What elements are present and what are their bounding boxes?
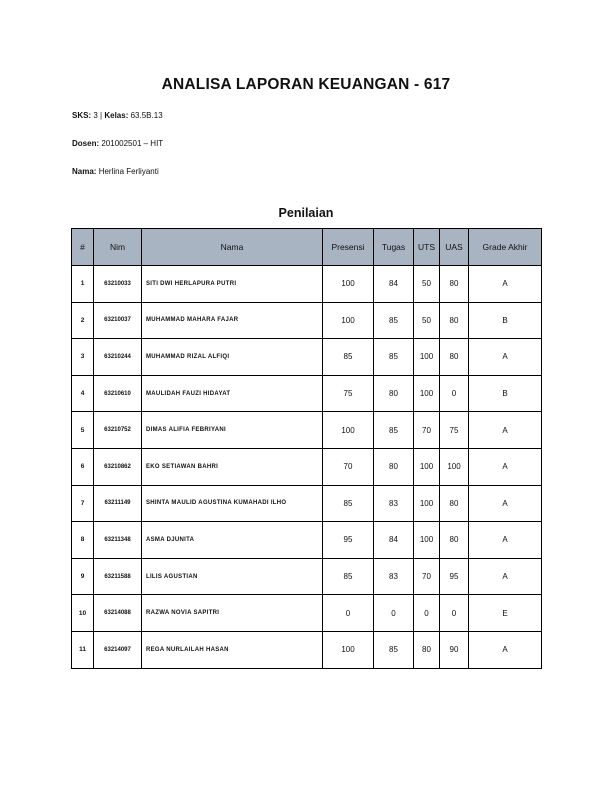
cell-no: 7 xyxy=(72,485,94,522)
header-tugas: Tugas xyxy=(374,229,414,266)
cell-tugas: 84 xyxy=(374,522,414,559)
cell-tugas: 84 xyxy=(374,266,414,303)
cell-uas: 0 xyxy=(440,595,469,632)
cell-tugas: 85 xyxy=(374,339,414,376)
sks-colon: : xyxy=(88,111,92,120)
cell-uas: 80 xyxy=(440,485,469,522)
cell-grade: A xyxy=(469,448,542,485)
dosen-colon: : xyxy=(96,139,100,148)
cell-presensi: 85 xyxy=(323,558,374,595)
cell-nim: 63210244 xyxy=(94,339,142,376)
cell-nim: 63210610 xyxy=(94,375,142,412)
cell-nim: 63211348 xyxy=(94,522,142,559)
dosen-value: 201002501 – HIT xyxy=(101,139,164,148)
cell-no: 8 xyxy=(72,522,94,559)
cell-tugas: 85 xyxy=(374,631,414,668)
cell-no: 3 xyxy=(72,339,94,376)
cell-nim: 63210862 xyxy=(94,448,142,485)
cell-tugas: 80 xyxy=(374,448,414,485)
table-row xyxy=(72,375,542,412)
cell-uts: 70 xyxy=(414,558,440,595)
sks-kelas-line: SKS: 3 | Kelas: 63.5B.13 xyxy=(72,111,163,120)
cell-nim: 63211149 xyxy=(94,485,142,522)
cell-presensi: 85 xyxy=(323,339,374,376)
header-uts: UTS xyxy=(414,229,440,266)
cell-grade: A xyxy=(469,266,542,303)
cell-uts: 70 xyxy=(414,412,440,449)
cell-tugas: 83 xyxy=(374,558,414,595)
cell-grade: E xyxy=(469,595,542,632)
cell-uas: 90 xyxy=(440,631,469,668)
cell-uts: 50 xyxy=(414,266,440,303)
cell-no: 6 xyxy=(72,448,94,485)
header-grade-akhir: Grade Akhir xyxy=(469,229,542,266)
cell-nama: DIMAS ALIFIA FEBRIYANI xyxy=(142,412,323,449)
table-row xyxy=(72,631,542,668)
cell-uas: 0 xyxy=(440,375,469,412)
cell-no: 4 xyxy=(72,375,94,412)
cell-nama: SITI DWI HERLAPURA PUTRI xyxy=(142,266,323,303)
cell-nama: LILIS AGUSTIAN xyxy=(142,558,323,595)
cell-presensi: 75 xyxy=(323,375,374,412)
header-presensi: Presensi xyxy=(323,229,374,266)
cell-grade: A xyxy=(469,412,542,449)
cell-presensi: 95 xyxy=(323,522,374,559)
cell-no: 2 xyxy=(72,302,94,339)
table-row xyxy=(72,595,542,632)
cell-uts: 100 xyxy=(414,448,440,485)
cell-grade: B xyxy=(469,375,542,412)
table-row xyxy=(72,302,542,339)
kelas-colon: : xyxy=(125,111,129,120)
cell-grade: B xyxy=(469,302,542,339)
nama-value: Herlina Ferliyanti xyxy=(98,167,159,176)
cell-nama: EKO SETIAWAN BAHRI xyxy=(142,448,323,485)
table-header-row xyxy=(72,229,542,266)
cell-uas: 100 xyxy=(440,448,469,485)
cell-no: 9 xyxy=(72,558,94,595)
cell-grade: A xyxy=(469,558,542,595)
cell-tugas: 0 xyxy=(374,595,414,632)
cell-uts: 100 xyxy=(414,339,440,376)
cell-nama: REGA NURLAILAH HASAN xyxy=(142,631,323,668)
table-row xyxy=(72,522,542,559)
cell-tugas: 83 xyxy=(374,485,414,522)
cell-tugas: 85 xyxy=(374,412,414,449)
cell-tugas: 80 xyxy=(374,375,414,412)
cell-nama: MUHAMMAD RIZAL ALFIQI xyxy=(142,339,323,376)
cell-nama: ASMA DJUNITA xyxy=(142,522,323,559)
cell-uas: 80 xyxy=(440,339,469,376)
cell-no: 10 xyxy=(72,595,94,632)
cell-nama: RAZWA NOVIA SAPITRI xyxy=(142,595,323,632)
nama-line xyxy=(72,167,159,176)
cell-presensi: 0 xyxy=(323,595,374,632)
cell-nim: 63210037 xyxy=(94,302,142,339)
kelas-value: 63.5B.13 xyxy=(130,111,163,120)
kelas-label: Kelas xyxy=(104,111,126,120)
table-row xyxy=(72,412,542,449)
cell-grade: A xyxy=(469,522,542,559)
cell-grade: A xyxy=(469,485,542,522)
cell-uts: 100 xyxy=(414,485,440,522)
header-no: # xyxy=(72,229,94,266)
cell-no: 5 xyxy=(72,412,94,449)
cell-grade: A xyxy=(469,631,542,668)
cell-presensi: 100 xyxy=(323,302,374,339)
cell-presensi: 100 xyxy=(323,266,374,303)
grades-table xyxy=(71,228,542,669)
cell-uas: 80 xyxy=(440,266,469,303)
table-row xyxy=(72,448,542,485)
cell-no: 1 xyxy=(72,266,94,303)
document-title: ANALISA LAPORAN KEUANGAN - 617 xyxy=(161,76,451,93)
sks-value: 3 xyxy=(93,111,98,120)
header-nim: Nim xyxy=(94,229,142,266)
header-uas: UAS xyxy=(440,229,469,266)
sks-label: SKS xyxy=(72,111,89,120)
table-row xyxy=(72,266,542,303)
cell-uts: 50 xyxy=(414,302,440,339)
cell-nama: SHINTA MAULID AGUSTINA KUMAHADI ILHO xyxy=(142,485,323,522)
cell-nim: 63214088 xyxy=(94,595,142,632)
cell-nim: 63210033 xyxy=(94,266,142,303)
cell-nim: 63210752 xyxy=(94,412,142,449)
dosen-label: Dosen xyxy=(72,139,97,148)
cell-nim: 63214097 xyxy=(94,631,142,668)
cell-tugas: 85 xyxy=(374,302,414,339)
table-row xyxy=(72,558,542,595)
cell-uas: 80 xyxy=(440,302,469,339)
cell-presensi: 85 xyxy=(323,485,374,522)
cell-nim: 63211588 xyxy=(94,558,142,595)
cell-uts: 80 xyxy=(414,631,440,668)
grades-table-body xyxy=(72,266,542,669)
dosen-line xyxy=(72,139,163,148)
cell-nama: MUHAMMAD MAHARA FAJAR xyxy=(142,302,323,339)
cell-nama: MAULIDAH FAUZI HIDAYAT xyxy=(142,375,323,412)
nama-colon: : xyxy=(93,167,97,176)
cell-uts: 0 xyxy=(414,595,440,632)
cell-uts: 100 xyxy=(414,375,440,412)
cell-no: 11 xyxy=(72,631,94,668)
cell-uts: 100 xyxy=(414,522,440,559)
table-row xyxy=(72,485,542,522)
cell-presensi: 100 xyxy=(323,631,374,668)
header-nama: Nama xyxy=(142,229,323,266)
section-title: Penilaian xyxy=(278,206,334,220)
cell-presensi: 70 xyxy=(323,448,374,485)
cell-uas: 75 xyxy=(440,412,469,449)
cell-grade: A xyxy=(469,339,542,376)
table-row xyxy=(72,339,542,376)
cell-uas: 95 xyxy=(440,558,469,595)
cell-uas: 80 xyxy=(440,522,469,559)
cell-presensi: 100 xyxy=(323,412,374,449)
nama-label: Nama xyxy=(72,167,94,176)
